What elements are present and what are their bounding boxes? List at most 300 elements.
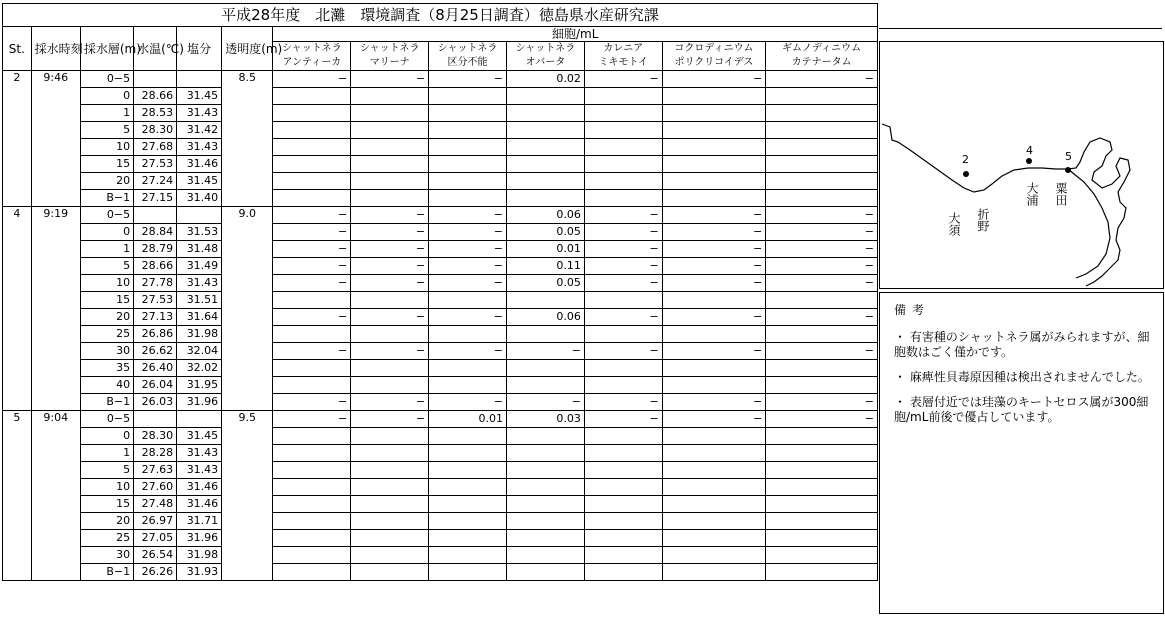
- depth-cell: 5: [80, 122, 133, 139]
- cell-count: [273, 377, 351, 394]
- cell-count: −: [662, 258, 765, 275]
- species-genus: コクロディニウム: [674, 43, 754, 54]
- cell-count: [429, 547, 507, 564]
- cell-count: [662, 377, 765, 394]
- cell-count: [351, 564, 429, 581]
- salinity-cell: 31.71: [177, 513, 222, 530]
- cell-count: −: [662, 241, 765, 258]
- species-header-3: [506, 42, 584, 71]
- salinity-cell: [177, 71, 222, 88]
- table-row: [3, 343, 878, 360]
- transparency-value: 8.5: [222, 71, 273, 207]
- place-label-orino: 折野: [976, 208, 990, 232]
- cell-count: [429, 445, 507, 462]
- cell-count: [662, 139, 765, 156]
- cell-count: [584, 547, 662, 564]
- temp-cell: 28.30: [134, 428, 177, 445]
- cell-count: [273, 139, 351, 156]
- cell-count: [506, 122, 584, 139]
- salinity-cell: 32.02: [177, 360, 222, 377]
- table-row: [3, 445, 878, 462]
- cell-count: 0.05: [506, 275, 584, 292]
- cell-count: 0.03: [506, 411, 584, 428]
- cell-count: −: [766, 207, 878, 224]
- cell-count: [584, 326, 662, 343]
- cell-count: −: [351, 207, 429, 224]
- salinity-cell: 31.43: [177, 445, 222, 462]
- cell-count: [766, 292, 878, 309]
- cell-count: [506, 496, 584, 513]
- salinity-cell: 31.43: [177, 275, 222, 292]
- table-row: [3, 360, 878, 377]
- species-genus: シャットネラ: [437, 43, 498, 54]
- cell-count: −: [584, 275, 662, 292]
- cell-count: −: [351, 343, 429, 360]
- cell-count: [662, 105, 765, 122]
- table-row: [3, 411, 878, 428]
- species-name: オバータ: [525, 57, 566, 68]
- temp-cell: 26.97: [134, 513, 177, 530]
- cell-count: [273, 445, 351, 462]
- salinity-cell: 31.96: [177, 394, 222, 411]
- remarks-box: [879, 292, 1164, 614]
- temp-cell: 26.86: [134, 326, 177, 343]
- cell-count: −: [429, 275, 507, 292]
- header-divider: [879, 28, 1162, 41]
- cell-count: [584, 479, 662, 496]
- depth-cell: 20: [80, 513, 133, 530]
- cell-count: [351, 496, 429, 513]
- temp-cell: 28.53: [134, 105, 177, 122]
- salinity-cell: 31.98: [177, 547, 222, 564]
- species-genus: カレニア: [603, 43, 644, 54]
- species-header-6: [766, 42, 878, 71]
- table-row: [3, 479, 878, 496]
- cell-count: [506, 139, 584, 156]
- cell-count: −: [766, 343, 878, 360]
- table-row: [3, 139, 878, 156]
- table-row: [3, 224, 878, 241]
- cell-count: −: [662, 71, 765, 88]
- species-header-5: [662, 42, 765, 71]
- cell-count: [429, 173, 507, 190]
- cell-count: −: [662, 207, 765, 224]
- table-row: [3, 88, 878, 105]
- remark-1: ・ 有害種のシャットネラ属がみられますが、細胞数はごく僅かです。: [894, 330, 1150, 359]
- cell-count: [273, 326, 351, 343]
- cell-count: [429, 122, 507, 139]
- cell-count: −: [766, 71, 878, 88]
- cell-count: [662, 360, 765, 377]
- cell-count: −: [584, 258, 662, 275]
- temp-cell: 27.53: [134, 292, 177, 309]
- depth-cell: 0−5: [80, 71, 133, 88]
- salinity-cell: 31.45: [177, 428, 222, 445]
- cell-count: [766, 360, 878, 377]
- sample-time: 9:04: [31, 411, 80, 581]
- cell-count: −: [351, 71, 429, 88]
- cell-count: [351, 360, 429, 377]
- cell-count: [584, 88, 662, 105]
- salinity-cell: 31.49: [177, 258, 222, 275]
- cell-count: −: [584, 343, 662, 360]
- cell-count: −: [662, 309, 765, 326]
- cell-count: −: [429, 71, 507, 88]
- cell-count: [662, 326, 765, 343]
- temp-cell: 26.62: [134, 343, 177, 360]
- salinity-cell: 31.53: [177, 224, 222, 241]
- cell-count: [351, 547, 429, 564]
- cell-count: 0.06: [506, 207, 584, 224]
- cell-count: −: [584, 71, 662, 88]
- temp-cell: 27.63: [134, 462, 177, 479]
- depth-cell: 15: [80, 496, 133, 513]
- cell-count: [506, 479, 584, 496]
- salinity-cell: 31.46: [177, 496, 222, 513]
- cell-count: −: [506, 343, 584, 360]
- cell-count: [506, 326, 584, 343]
- table-row: [3, 496, 878, 513]
- cell-count: [429, 496, 507, 513]
- station-label-2: 2: [962, 153, 969, 166]
- station-number: 4: [3, 207, 32, 411]
- cell-count: −: [766, 224, 878, 241]
- table-row: [3, 428, 878, 445]
- table-row: [3, 530, 878, 547]
- cell-count: [662, 122, 765, 139]
- station-number: 2: [3, 71, 32, 207]
- temp-cell: 27.60: [134, 479, 177, 496]
- cell-count: [351, 377, 429, 394]
- cell-count: 0.02: [506, 71, 584, 88]
- salinity-cell: 31.93: [177, 564, 222, 581]
- cell-count: [429, 190, 507, 207]
- cell-count: [351, 105, 429, 122]
- depth-cell: 10: [80, 139, 133, 156]
- temp-cell: 27.24: [134, 173, 177, 190]
- cell-count: [662, 88, 765, 105]
- cell-count: −: [766, 275, 878, 292]
- temp-cell: [134, 207, 177, 224]
- cell-count: −: [429, 309, 507, 326]
- cell-count: −: [273, 394, 351, 411]
- cell-count: [273, 428, 351, 445]
- temp-cell: 27.05: [134, 530, 177, 547]
- cell-count: [584, 292, 662, 309]
- temp-cell: 27.48: [134, 496, 177, 513]
- depth-cell: 0−5: [80, 411, 133, 428]
- salinity-cell: 31.48: [177, 241, 222, 258]
- temp-cell: 26.04: [134, 377, 177, 394]
- cell-count: [506, 88, 584, 105]
- cell-count: [429, 513, 507, 530]
- cell-count: [351, 156, 429, 173]
- cell-count: [429, 462, 507, 479]
- table-row: [3, 258, 878, 275]
- cell-count: [584, 462, 662, 479]
- cell-count: [506, 462, 584, 479]
- cell-count: [766, 139, 878, 156]
- cell-count: [273, 530, 351, 547]
- cell-count: [273, 105, 351, 122]
- species-header-4: [584, 42, 662, 71]
- salinity-cell: 31.95: [177, 377, 222, 394]
- table-row: [3, 190, 878, 207]
- cell-count: [429, 105, 507, 122]
- cell-count: [351, 428, 429, 445]
- depth-cell: 1: [80, 241, 133, 258]
- cell-count: −: [766, 309, 878, 326]
- table-row: [3, 547, 878, 564]
- table-row: [3, 207, 878, 224]
- cell-count: [429, 360, 507, 377]
- temp-cell: 27.53: [134, 156, 177, 173]
- cell-count: −: [273, 71, 351, 88]
- cell-count: [506, 428, 584, 445]
- cell-count: [584, 360, 662, 377]
- temp-cell: 28.28: [134, 445, 177, 462]
- cell-count: [662, 292, 765, 309]
- cell-count: [766, 173, 878, 190]
- cell-count: [273, 156, 351, 173]
- cell-count: −: [662, 394, 765, 411]
- table-row: [3, 275, 878, 292]
- species-header-1: [351, 42, 429, 71]
- cell-count: [273, 513, 351, 530]
- species-genus: シャットネラ: [515, 43, 576, 54]
- cell-count: [662, 547, 765, 564]
- species-name: ポリクリコイデス: [674, 57, 754, 68]
- cell-count: [273, 496, 351, 513]
- cell-count: [766, 105, 878, 122]
- cell-count: [662, 190, 765, 207]
- cell-count: [351, 88, 429, 105]
- species-name: ミキモトイ: [598, 57, 649, 68]
- cell-count: [351, 173, 429, 190]
- cell-count: [766, 190, 878, 207]
- station-marker-5: [1065, 167, 1071, 173]
- cell-count: −: [766, 394, 878, 411]
- header-st: St.: [3, 27, 32, 71]
- table-row: [3, 377, 878, 394]
- cell-count: [351, 326, 429, 343]
- cell-count: [766, 377, 878, 394]
- cell-count: [506, 564, 584, 581]
- cell-count: [584, 428, 662, 445]
- depth-cell: 30: [80, 343, 133, 360]
- header-transparency: 透明度(m): [222, 27, 273, 71]
- cell-count: −: [584, 207, 662, 224]
- cell-count: [506, 190, 584, 207]
- cell-count: [273, 122, 351, 139]
- cell-count: [351, 479, 429, 496]
- cell-count: [662, 173, 765, 190]
- salinity-cell: [177, 411, 222, 428]
- cell-count: −: [351, 411, 429, 428]
- cell-count: [584, 156, 662, 173]
- station-markers: [962, 144, 1072, 177]
- temp-cell: 26.40: [134, 360, 177, 377]
- station-label-4: 4: [1026, 144, 1033, 157]
- species-name: カテナータム: [791, 57, 852, 68]
- header-temp: 水温(℃): [134, 27, 177, 71]
- cell-count: [584, 377, 662, 394]
- depth-cell: 0: [80, 88, 133, 105]
- cell-count: [662, 530, 765, 547]
- table-row: [3, 173, 878, 190]
- salinity-cell: 31.45: [177, 173, 222, 190]
- cell-count: [766, 547, 878, 564]
- cell-count: −: [766, 411, 878, 428]
- cell-count: [273, 462, 351, 479]
- depth-cell: 40: [80, 377, 133, 394]
- temp-cell: 26.26: [134, 564, 177, 581]
- depth-cell: 0: [80, 224, 133, 241]
- station-marker-2: [963, 171, 969, 177]
- cell-count: [584, 122, 662, 139]
- cell-count: −: [662, 343, 765, 360]
- cell-count: −: [506, 394, 584, 411]
- cell-count: [351, 190, 429, 207]
- cell-count: [429, 139, 507, 156]
- temp-cell: 27.78: [134, 275, 177, 292]
- cell-count: [584, 564, 662, 581]
- salinity-cell: 31.98: [177, 326, 222, 343]
- cell-count: [584, 105, 662, 122]
- salinity-cell: 31.46: [177, 479, 222, 496]
- cell-count: −: [273, 241, 351, 258]
- cell-count: 0.11: [506, 258, 584, 275]
- cell-count: [766, 156, 878, 173]
- cell-count: −: [429, 343, 507, 360]
- salinity-cell: 31.43: [177, 139, 222, 156]
- depth-cell: 0−5: [80, 207, 133, 224]
- salinity-cell: 32.04: [177, 343, 222, 360]
- remark-2: ・ 麻痺性貝毒原因種は検出されませんでした。: [894, 370, 1150, 384]
- coastline-peninsula: [1068, 169, 1110, 278]
- depth-cell: 25: [80, 530, 133, 547]
- cell-count: −: [351, 394, 429, 411]
- table-row: [3, 105, 878, 122]
- cell-count: [429, 530, 507, 547]
- cell-count: −: [351, 224, 429, 241]
- cell-count: [766, 88, 878, 105]
- cell-count: [351, 513, 429, 530]
- cell-count: [506, 377, 584, 394]
- depth-cell: 0: [80, 428, 133, 445]
- sample-time: 9:19: [31, 207, 80, 411]
- cell-count: 0.05: [506, 224, 584, 241]
- salinity-cell: 31.40: [177, 190, 222, 207]
- cell-count: [662, 462, 765, 479]
- cell-count: [506, 173, 584, 190]
- cell-count: −: [273, 258, 351, 275]
- cell-count: [662, 445, 765, 462]
- salinity-cell: 31.42: [177, 122, 222, 139]
- salinity-cell: 31.64: [177, 309, 222, 326]
- cell-count: [662, 479, 765, 496]
- cell-count: [273, 292, 351, 309]
- cell-count: [429, 88, 507, 105]
- cell-count: −: [351, 258, 429, 275]
- cell-count: −: [766, 258, 878, 275]
- temp-cell: 26.54: [134, 547, 177, 564]
- cell-count: −: [584, 394, 662, 411]
- cell-count: [506, 530, 584, 547]
- remark-3: ・ 表層付近では珪藻のキートセロス属が300細胞/mL前後で優占しています。: [894, 395, 1149, 424]
- depth-cell: 10: [80, 479, 133, 496]
- cell-count: −: [273, 275, 351, 292]
- cell-count: −: [273, 309, 351, 326]
- cell-count: [273, 547, 351, 564]
- temp-cell: 28.66: [134, 88, 177, 105]
- sample-time: 9:46: [31, 71, 80, 207]
- cell-count: −: [662, 275, 765, 292]
- salinity-cell: 31.45: [177, 88, 222, 105]
- header-cells-unit: 細胞/mL: [273, 27, 878, 42]
- cell-count: 0.01: [429, 411, 507, 428]
- species-name: アンティーカ: [282, 57, 342, 68]
- cell-count: [766, 428, 878, 445]
- transparency-value: 9.5: [222, 411, 273, 581]
- depth-cell: B−1: [80, 564, 133, 581]
- cell-count: −: [429, 224, 507, 241]
- cell-count: [766, 513, 878, 530]
- cell-count: [351, 462, 429, 479]
- cell-count: −: [273, 411, 351, 428]
- table-row: [3, 71, 878, 88]
- cell-count: [506, 156, 584, 173]
- cell-count: −: [584, 224, 662, 241]
- depth-cell: 15: [80, 292, 133, 309]
- species-name: 区分不能: [447, 57, 488, 68]
- depth-cell: 1: [80, 105, 133, 122]
- cell-count: −: [662, 224, 765, 241]
- species-header-2: [429, 42, 507, 71]
- temp-cell: 27.68: [134, 139, 177, 156]
- table-row: [3, 394, 878, 411]
- temp-cell: 27.15: [134, 190, 177, 207]
- cell-count: [662, 156, 765, 173]
- depth-cell: 30: [80, 547, 133, 564]
- salinity-cell: 31.43: [177, 105, 222, 122]
- station-marker-4: [1026, 158, 1032, 164]
- cell-count: [584, 190, 662, 207]
- place-label-osu: 大須: [947, 212, 961, 236]
- species-genus: シャットネラ: [359, 43, 420, 54]
- header-salinity: 塩分: [177, 27, 222, 71]
- cell-count: [351, 530, 429, 547]
- cell-count: [584, 496, 662, 513]
- salinity-cell: 31.43: [177, 462, 222, 479]
- cell-count: −: [766, 241, 878, 258]
- cell-count: [506, 105, 584, 122]
- temp-cell: 26.03: [134, 394, 177, 411]
- cell-count: [506, 547, 584, 564]
- species-name: マリーナ: [369, 57, 410, 68]
- cell-count: −: [429, 394, 507, 411]
- cell-count: −: [351, 309, 429, 326]
- table-row: [3, 156, 878, 173]
- salinity-cell: 31.96: [177, 530, 222, 547]
- cell-count: [766, 122, 878, 139]
- table-row: [3, 462, 878, 479]
- remarks-title: 備考: [894, 303, 931, 317]
- transparency-value: 9.0: [222, 207, 273, 411]
- depth-cell: B−1: [80, 190, 133, 207]
- table-row: [3, 326, 878, 343]
- cell-count: −: [584, 411, 662, 428]
